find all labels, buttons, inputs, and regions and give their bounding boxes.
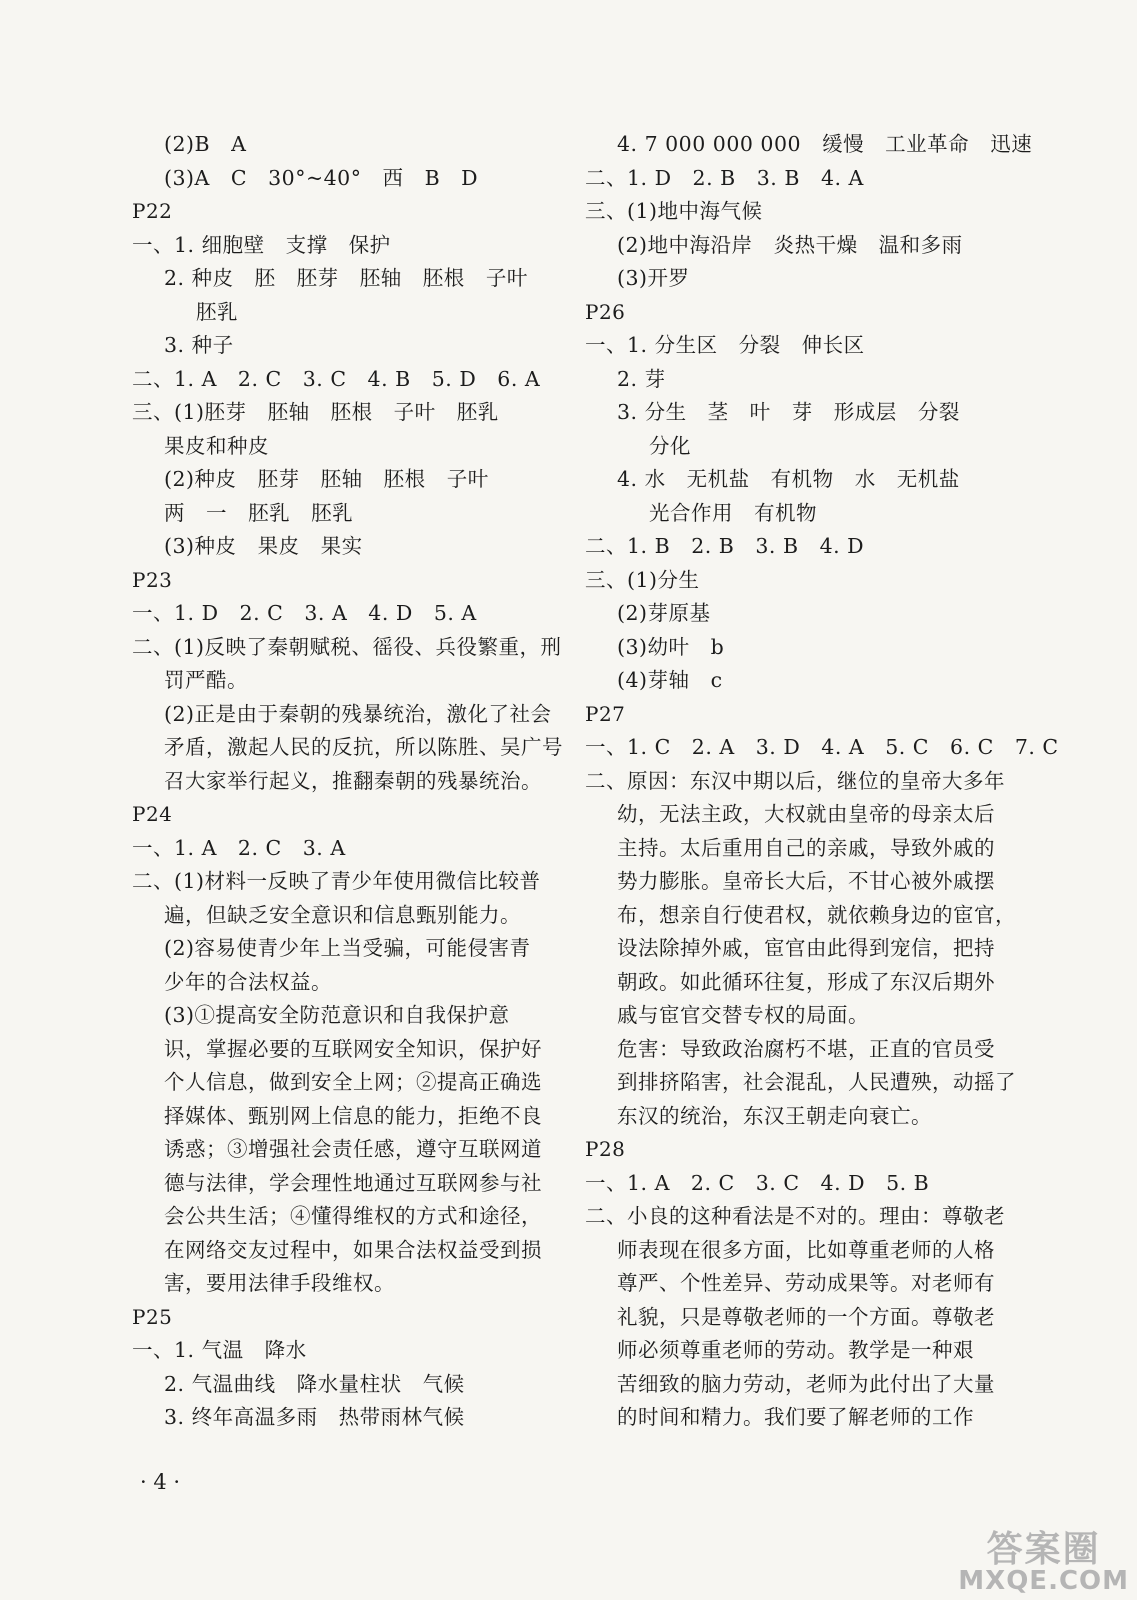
answer-line: 一、1. A 2. C 3. A bbox=[132, 835, 346, 860]
answer-line: 害，要用法律手段维权。 bbox=[164, 1271, 395, 1295]
answer-line: 三、(1)地中海气候 bbox=[585, 199, 763, 223]
answer-line: (3)A C 30°~40° 西 B D bbox=[164, 165, 479, 190]
answer-line: 两 一 胚乳 胚乳 bbox=[164, 500, 354, 525]
answer-line: 二、1. D 2. B 3. B 4. A bbox=[585, 165, 864, 190]
answer-line: 择媒体、甄别网上信息的能力，拒绝不良 bbox=[164, 1103, 542, 1128]
section-heading: P24 bbox=[132, 802, 173, 826]
answer-line: 3. 种子 bbox=[164, 333, 234, 357]
answer-line: 4. 水 无机盐 有机物 水 无机盐 bbox=[617, 467, 960, 491]
answer-line: (2)地中海沿岸 炎热干燥 温和多雨 bbox=[617, 232, 963, 257]
answer-line: (3)开罗 bbox=[617, 266, 690, 290]
answer-line: 2. 种皮 胚 胚芽 胚轴 胚根 子叶 bbox=[164, 266, 528, 290]
answer-line: 矛盾，激起人民的反抗，所以陈胜、吴广号 bbox=[164, 735, 563, 759]
answer-line: 朝政。如此循环往复，形成了东汉后期外 bbox=[617, 969, 995, 994]
answer-line: 二、(1)反映了秦朝赋税、徭役、兵役繁重，刑 bbox=[132, 634, 562, 659]
section-heading: P28 bbox=[585, 1137, 626, 1161]
watermark-logo bbox=[958, 1529, 1129, 1596]
answer-line: 个人信息，做到安全上网；②提高正确选 bbox=[164, 1070, 542, 1094]
answer-line: 东汉的统治，东汉王朝走向衰亡。 bbox=[617, 1103, 932, 1128]
answer-line: 到排挤陷害，社会混乱，人民遭殃，动摇了 bbox=[617, 1070, 1016, 1094]
answer-line: (3)①提高安全防范意识和自我保护意 bbox=[164, 1003, 510, 1027]
answer-line: 4. 7 000 000 000 缓慢 工业革命 迅速 bbox=[617, 132, 1033, 156]
answer-line: 二、(1)材料一反映了青少年使用微信比较普 bbox=[132, 869, 541, 893]
answer-line: 布，想亲自行使君权，就依赖身边的宦官， bbox=[617, 902, 1016, 927]
answer-line: (3)种皮 果皮 果实 bbox=[164, 534, 363, 558]
answer-line: 3. 终年高温多雨 热带雨林气候 bbox=[164, 1405, 465, 1429]
answer-line: 二、1. B 2. B 3. B 4. D bbox=[585, 534, 865, 558]
answer-line: 3. 分生 茎 叶 芽 形成层 分裂 bbox=[617, 400, 960, 424]
answer-line: (2)芽原基 bbox=[617, 601, 711, 625]
answer-line: 罚严酷。 bbox=[164, 668, 248, 692]
watermark-title: 答案圈 bbox=[986, 1529, 1101, 1570]
answer-line: 设法除掉外戚，宦官由此得到宠信，把持 bbox=[617, 936, 995, 960]
page-number: · 4 · bbox=[140, 1470, 181, 1494]
answer-line: 势力膨胀。皇帝长大后，不甘心被外戚摆 bbox=[617, 869, 995, 893]
section-heading: P27 bbox=[585, 701, 626, 726]
answer-line: 诱惑；③增强社会责任感，遵守互联网道 bbox=[164, 1137, 542, 1161]
answer-line: 二、小良的这种看法是不对的。理由：尊敬老 bbox=[585, 1204, 1005, 1228]
answer-line: (2)B A bbox=[164, 132, 247, 156]
section-heading: P25 bbox=[132, 1304, 173, 1329]
answer-line: 一、1. 气温 降水 bbox=[132, 1338, 307, 1362]
answer-line: 二、1. A 2. C 3. C 4. B 5. D 6. A bbox=[132, 366, 541, 391]
answer-line: 分化 bbox=[649, 433, 691, 458]
answer-line: 主持。太后重用自己的亲戚，导致外戚的 bbox=[617, 835, 995, 860]
answer-line: 尊严、个性差异、劳动成果等。对老师有 bbox=[617, 1271, 995, 1295]
answer-line: 德与法律，学会理性地通过互联网参与社 bbox=[164, 1170, 542, 1195]
answer-line: 一、1. D 2. C 3. A 4. D 5. A bbox=[132, 601, 477, 625]
answer-line: 一、1. A 2. C 3. C 4. D 5. B bbox=[585, 1170, 930, 1195]
answer-line: 苦细致的脑力劳动，老师为此付出了大量 bbox=[617, 1371, 995, 1396]
answer-line: (2)容易使青少年上当受骗，可能侵害青 bbox=[164, 936, 531, 960]
answer-line: 遍，但缺乏安全意识和信息甄别能力。 bbox=[164, 902, 521, 927]
answer-line: 少年的合法权益。 bbox=[164, 969, 332, 994]
left-column bbox=[132, 128, 582, 1435]
answer-line: 戚与宦官交替专权的局面。 bbox=[617, 1003, 869, 1027]
answer-line: 师表现在很多方面，比如尊重老师的人格 bbox=[617, 1237, 995, 1262]
answer-line: 幼，无法主政，大权就由皇帝的母亲太后 bbox=[617, 802, 995, 826]
answer-line: 礼貌，只是尊敬老师的一个方面。尊敬老 bbox=[617, 1304, 995, 1329]
answer-line: (3)幼叶 b bbox=[617, 634, 725, 659]
answer-line: 光合作用 有机物 bbox=[649, 500, 818, 525]
answer-line: 一、1. 细胞壁 支撑 保护 bbox=[132, 232, 391, 257]
section-heading: P22 bbox=[132, 199, 173, 223]
answer-line: 在网络交友过程中，如果合法权益受到损 bbox=[164, 1237, 542, 1262]
answer-line: 师必须尊重老师的劳动。教学是一种艰 bbox=[617, 1338, 974, 1362]
answer-line: 胚乳 bbox=[196, 299, 238, 324]
answer-line: 的时间和精力。我们要了解老师的工作 bbox=[617, 1405, 974, 1429]
answer-line: 危害：导致政治腐朽不堪，正直的官员受 bbox=[617, 1036, 995, 1061]
right-column bbox=[585, 128, 1059, 1435]
answer-line: 二、原因：东汉中期以后，继位的皇帝大多年 bbox=[585, 768, 1005, 793]
watermark-url: MXQE.COM bbox=[958, 1566, 1129, 1596]
answer-line: 识，掌握必要的互联网安全知识，保护好 bbox=[164, 1036, 542, 1061]
answer-line: 果皮和种皮 bbox=[164, 433, 269, 458]
answer-line: 三、(1)分生 bbox=[585, 567, 700, 592]
answer-line: 召大家举行起义，推翻秦朝的残暴统治。 bbox=[164, 768, 542, 793]
answer-line: 2. 芽 bbox=[617, 366, 666, 391]
answer-line: 2. 气温曲线 降水量柱状 气候 bbox=[164, 1371, 465, 1396]
answer-line: (2)正是由于秦朝的残暴统治，激化了社会 bbox=[164, 701, 552, 726]
section-heading: P26 bbox=[585, 299, 626, 324]
answer-line: 一、1. C 2. A 3. D 4. A 5. C 6. C 7. C bbox=[585, 735, 1059, 759]
answer-line: 三、(1)胚芽 胚轴 胚根 子叶 胚乳 bbox=[132, 400, 499, 424]
section-heading: P23 bbox=[132, 567, 173, 592]
answer-line: 会公共生活；④懂得维权的方式和途径， bbox=[164, 1204, 542, 1228]
answer-line: (2)种皮 胚芽 胚轴 胚根 子叶 bbox=[164, 467, 489, 491]
answer-line: 一、1. 分生区 分裂 伸长区 bbox=[585, 333, 865, 357]
answer-line: (4)芽轴 c bbox=[617, 668, 723, 692]
